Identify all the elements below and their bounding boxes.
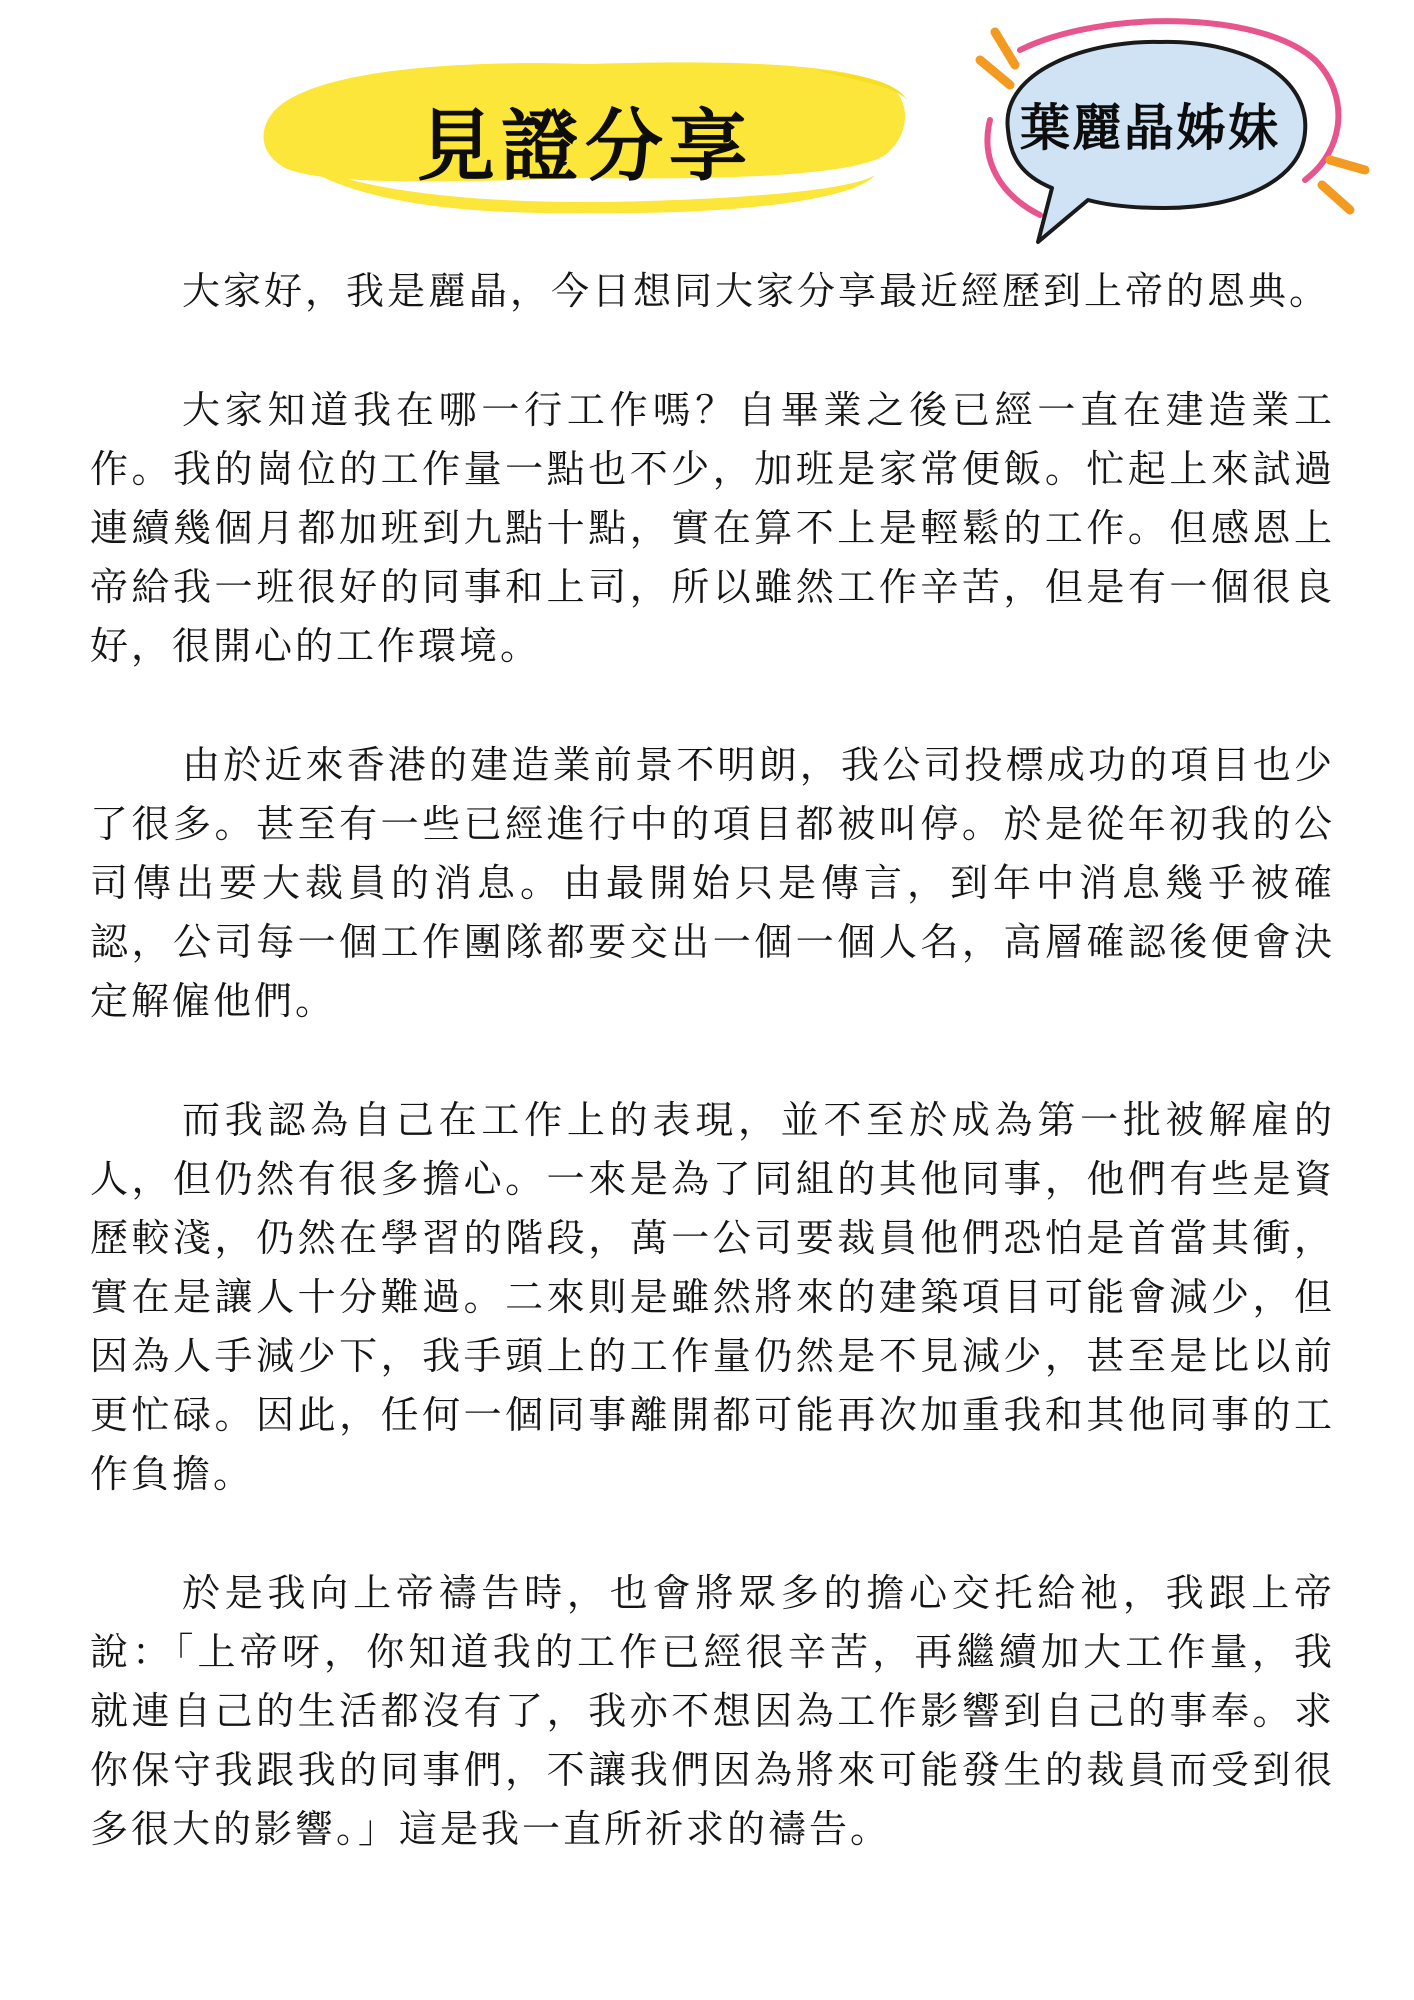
paragraph-layoffs: 由於近來香港的建造業前景不明朗，我公司投標成功的項目也少了很多。甚至有一些已經進行中的項目都被叫停。於是從年初我的公司傳出要大裁員的消息。由最開始只是傳言，到年中消息幾乎被確認，公司每一個工作團隊都要交出一個一個人名，高層確認後便會決定解僱他們。 bbox=[90, 743, 1335, 1023]
header bbox=[0, 0, 1414, 260]
paragraph-work: 大家知道我在哪一行工作嗎？自畢業之後已經一直在建造業工作。我的崗位的工作量一點也不少，加班是家常便飯。忙起上來試過連續幾個月都加班到九點十點，實在算不上是輕鬆的工作。但感恩上帝給我一班很好的同事和上司，所以雖然工作辛苦，但是有一個很良好，很開心的工作環境。 bbox=[90, 388, 1335, 668]
testimony-body bbox=[90, 262, 1335, 1919]
paragraph-intro: 大家好，我是麗晶，今日想同大家分享最近經歷到上帝的恩典。 bbox=[182, 269, 1331, 313]
title-banner bbox=[255, 50, 915, 220]
paragraph-worries: 而我認為自己在工作上的表現，並不至於成為第一批被解雇的人，但仍然有很多擔心。一來是為了同組的其他同事，他們有些是資歷較淺，仍然在學習的階段，萬一公司要裁員他們恐怕是首當其衝，實在是讓人十分難過。二來則是雖然將來的建築項目可能會減少，但因為人手減少下，我手頭上的工作量仍然是不見減少，甚至是比以前更忙碌。因此，任何一個同事離開都可能再次加重我和其他同事的工作負擔。 bbox=[90, 1098, 1335, 1496]
paragraph-prayer: 於是我向上帝禱告時，也會將眾多的擔心交托給祂，我跟上帝說：「上帝呀，你知道我的工作已經很辛苦，再繼續加大工作量，我就連自己的生活都沒有了，我亦不想因為工作影響到自己的事奉。求你保守我跟我的同事們，不讓我們因為將來可能發生的裁員而受到很多很大的影響。」這是我一直所祈求的禱告。 bbox=[90, 1571, 1335, 1851]
page-title: 見證分享 bbox=[416, 102, 753, 192]
speaker-bubble bbox=[960, 10, 1380, 250]
speaker-name: 葉麗晶姊妹 bbox=[1020, 99, 1280, 157]
